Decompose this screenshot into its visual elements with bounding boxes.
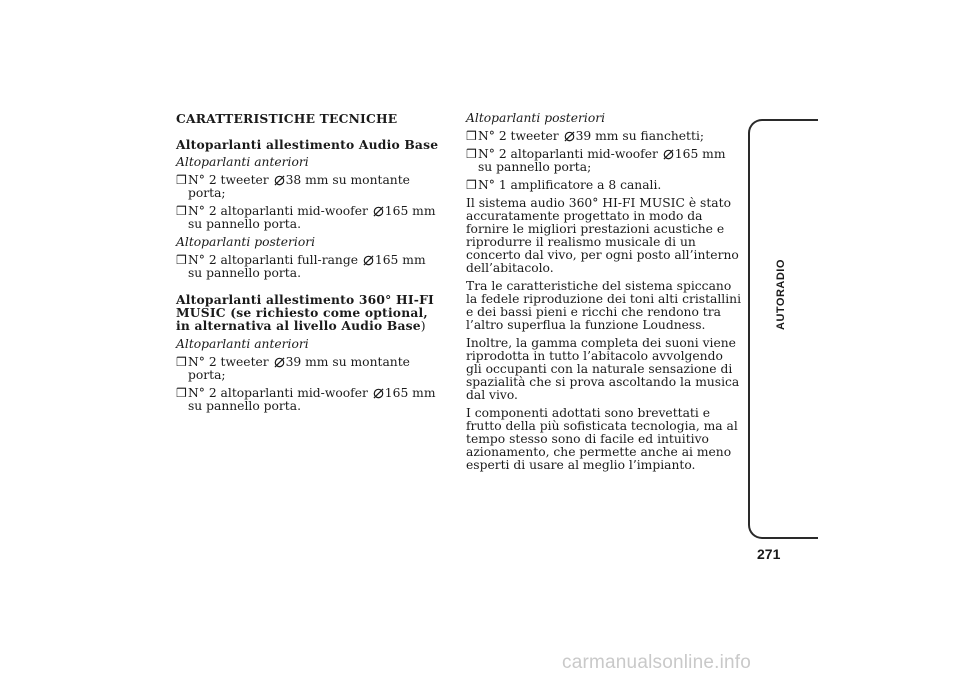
bullet-text-post: 165 mm su pannello porta. xyxy=(188,386,436,413)
bullet-text-pre: N° 2 tweeter xyxy=(478,129,559,143)
hifi-heading-part-a: Altoparlanti allestimento 360° HI-FI MUSIC ( xyxy=(176,292,434,320)
bullet-item xyxy=(176,254,440,280)
hifi-heading-part-c: ) xyxy=(420,319,426,333)
diameter-icon xyxy=(274,357,285,368)
diameter-icon xyxy=(363,255,374,266)
bullet-text xyxy=(478,179,742,192)
subheading-rear-speakers-hifi: Altoparlanti posteriori xyxy=(466,111,606,125)
bullet-text xyxy=(478,148,742,174)
diameter-icon xyxy=(373,388,384,399)
bullet-item xyxy=(466,179,742,192)
bullet-mark: ❒ xyxy=(176,355,187,369)
body-paragraph: Inoltre, la gamma completa dei suoni viene riprodotta in tutto l’abitacolo avvolgendo gli occupanti con la naturale sensazione di spazialità che si prova ascoltando la musica dal vivo. xyxy=(466,336,740,402)
bullet-item xyxy=(176,356,440,382)
bullet-mark: ❒ xyxy=(176,253,187,267)
bullet-mark: ❒ xyxy=(466,178,477,192)
body-paragraph: Il sistema audio 360° HI-FI MUSIC è stato accuratamente progettato in modo da fornire le migliori prestazioni acustiche e riprodurre il realismo musicale di un concerto dal vivo, per ogni posto all’interno dell’abitacolo. xyxy=(466,196,739,275)
bullet-text-post: 39 mm su fianchetti; xyxy=(575,129,705,143)
bullet-item xyxy=(466,130,742,143)
bullet-mark: ❒ xyxy=(466,147,477,161)
bullet-text-pre: N° 1 amplificatore a 8 canali. xyxy=(478,178,662,192)
bullet-text xyxy=(188,356,440,382)
bullet-text-post: 39 mm su montante porta; xyxy=(188,355,410,382)
bullet-item xyxy=(176,174,440,200)
body-paragraph: Tra le caratteristiche del sistema spiccano la fedele riproduzione dei toni alti cristallini e dei bassi pieni e ricchi che rendono tra l’altro superflua la funzione Loudness. xyxy=(466,279,742,332)
bullet-text xyxy=(188,205,440,231)
right-column xyxy=(466,112,742,477)
subheading-rear-speakers: Altoparlanti posteriori xyxy=(176,235,316,249)
bullet-item xyxy=(176,205,440,231)
side-tab-label: AUTORADIO xyxy=(775,259,787,330)
subheading-front-speakers-hifi: Altoparlanti anteriori xyxy=(176,337,309,351)
bullet-mark: ❒ xyxy=(176,173,187,187)
hifi-heading-part-b: se richiesto come optional, in alternativa al livello Audio Base xyxy=(176,305,428,333)
bullet-text-pre: N° 2 altoparlanti mid-woofer xyxy=(478,147,658,161)
bullet-text-post: 165 mm su pannello porta. xyxy=(188,204,436,231)
bullet-text xyxy=(188,174,440,200)
bullet-mark: ❒ xyxy=(176,386,187,400)
left-column xyxy=(176,112,440,418)
bullet-text-pre: N° 2 tweeter xyxy=(188,173,269,187)
subheading-front-speakers: Altoparlanti anteriori xyxy=(176,155,309,169)
diameter-icon xyxy=(663,149,674,160)
bullet-text-pre: N° 2 tweeter xyxy=(188,355,269,369)
body-paragraph: I componenti adottati sono brevettati e frutto della più sofisticata tecnologia, ma al tempo stesso sono di facile ed intuitivo azionamento, che permette anche ai meno esperti di usare al meglio l’impianto. xyxy=(466,406,738,472)
bullet-item xyxy=(176,387,440,413)
diameter-icon xyxy=(274,175,285,186)
page-number: 271 xyxy=(757,546,781,562)
bullet-text xyxy=(188,387,440,413)
bullet-text-post: 165 mm su pannello porta. xyxy=(188,253,426,280)
watermark: carmanualsonline.info xyxy=(562,652,752,673)
section-title: CARATTERISTICHE TECNICHE xyxy=(176,111,398,126)
bullet-mark: ❒ xyxy=(176,204,187,218)
bullet-text-post: 165 mm su pannello porta; xyxy=(478,147,726,174)
diameter-icon xyxy=(373,206,384,217)
bullet-text-pre: N° 2 altoparlanti mid-woofer xyxy=(188,204,368,218)
bullet-text-pre: N° 2 altoparlanti full-range xyxy=(188,253,358,267)
bullet-text-pre: N° 2 altoparlanti mid-woofer xyxy=(188,386,368,400)
bullet-text-post: 38 mm su montante porta; xyxy=(188,173,410,200)
diameter-icon xyxy=(564,131,575,142)
bullet-text xyxy=(188,254,440,280)
section-heading-hifi-music xyxy=(176,293,440,333)
bullet-text xyxy=(478,130,742,143)
bullet-mark: ❒ xyxy=(466,129,477,143)
bullet-item xyxy=(466,148,742,174)
section-heading-audio-base: Altoparlanti allestimento Audio Base xyxy=(176,137,439,152)
